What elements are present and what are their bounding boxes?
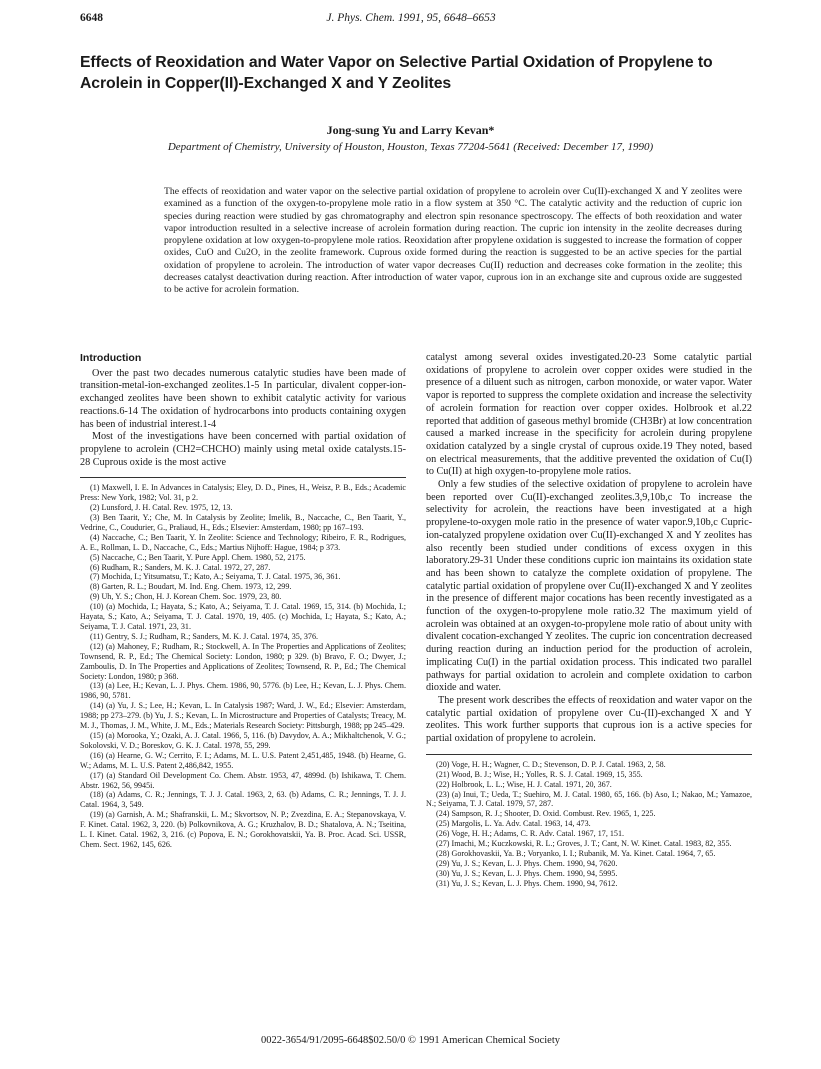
reference-entry: (12) (a) Mahoney, F.; Rudham, R.; Stockwell, A. In The Properties and Applications of Zeolites; Townsend, R. P., Ed.; The Chemical Society: London, 1980; p 329. (b) Bravo, F. O.; Dwyer, J.; Zamboulis, D. In The Properties and Applications of Zeolites; Townsend, R. P., Ed.; The Chemical Society: London, 1980; p 368.	[80, 641, 406, 681]
reference-entry: (21) Wood, B. J.; Wise, H.; Yolles, R. S. J. Catal. 1969, 15, 355.	[436, 769, 643, 779]
reference-list-right	[426, 760, 752, 889]
right-column	[426, 352, 752, 889]
copyright-footer: 0022-3654/91/2095-6648$02.50/0 © 1991 American Chemical Society	[260, 1035, 561, 1046]
intro-paragraph: Only a few studies of the selective oxidation of propylene to acrolein have been reported over Cu(II)-exchanged zeolites.3,9,10b,c To increase the selectivity for acrolein, the reactions have been investigated at a high propylene-to-oxygen mole ratio in the presence of water vapor.9,10b,c Cupric-ion-catalyzed propylene oxidation over Cu(II)-exchanged X and Y zeolites has also recently been studied under conditions of excess oxygen in this laboratory.29-31 Under these conditions cupric ion maintains its oxidation state and has been shown to catalyze the complete oxidation of propylene. The catalytic partial oxidation of propylene over Cu(II)-exchanged X and Y zeolites in the presence of different major cocations has been recently investigated as a function of the oxygen-to-propylene mole ratio.32 The maximum yield of acrolein was obtained at an oxygen-to-propylene mole ratio of about unity with divalent cocation-exchanged Y zeolites. The cupric ion concentration decreased during reaction during an induction period for the production of acrolein, implicating Cu(I) in the partial oxidation process. This indicated two parallel pathways for partial oxidation to acrolein and complete oxidation to carbon dioxide and water.	[426, 479, 752, 694]
article-title: Effects of Reoxidation and Water Vapor on Selective Partial Oxidation of Propylene to Acrolein in Copper(II)-Exchanged X and Y Zeolites	[80, 54, 713, 92]
affiliation: Department of Chemistry, University of Houston, Houston, Texas 77204-5641 (Received: December 17, 1990)	[167, 141, 654, 153]
reference-entry: (15) (a) Morooka, Y.; Ozaki, A. J. Catal. 1966, 5, 116. (b) Davydov, A. A.; Mikhaltchenok, V. G.; Sokolovski, V. D.; Boreskov, G. K. J. Catal. 1978, 55, 299.	[80, 730, 406, 750]
reference-entry: (9) Uh, Y. S.; Chon, H. J. Korean Chem. Soc. 1979, 23, 80.	[90, 592, 282, 602]
footnote-divider	[426, 754, 752, 755]
reference-entry: (8) Garten, R. L.; Boudart, M. Ind. Eng. Chem. 1973, 12, 299.	[90, 582, 292, 592]
reference-entry: (4) Naccache, C.; Ben Taarit, Y. In Zeolite: Science and Technology; Ribeiro, F. R., Rodrigues, A. E., Rollman, L. D., Naccache, C., Eds.; Martius Nijhoff: Hague, 1984; p 373.	[80, 532, 406, 552]
left-column	[80, 352, 406, 850]
reference-entry: (27) Imachi, M.; Kuczkowski, R. L.; Groves, J. T.; Cant, N. W. Kinet. Catal. 1983, 82, 355.	[436, 839, 732, 849]
reference-entry: (5) Naccache, C.; Ben Taarit, Y. Pure Appl. Chem. 1980, 52, 2175.	[90, 552, 306, 562]
reference-entry: (22) Holbrook, L. L.; Wise, H. J. Catal. 1971, 20, 367.	[436, 779, 612, 789]
intro-paragraph: The present work describes the effects of reoxidation and water vapor on the catalytic partial oxidation of propylene over Cu-(II)-exchanged X and Y zeolites. This work further supports that cuprous ion is a active species for partial oxidation of propylene to acrolein.	[426, 694, 752, 745]
reference-entry: (1) Maxwell, I. E. In Advances in Catalysis; Eley, D. D., Pines, H., Weisz, P. B., Eds.; Academic Press: New York, 1982; Vol. 31, p 2.	[80, 483, 406, 503]
author-list: Jong-sung Yu and Larry Kevan*	[326, 123, 495, 137]
reference-entry: (16) (a) Hearne, G. W.; Cerrito, F. I.; Adams, M. L. U.S. Patent 2,451,485, 1948. (b) Hearne, G. W.; Adams, M. L. U.S. Patent 2,486,842, 1955.	[80, 750, 406, 770]
reference-entry: (31) Yu, J. S.; Kevan, L. J. Phys. Chem. 1990, 94, 7612.	[436, 878, 618, 888]
intro-paragraph: Over the past two decades numerous catalytic studies have been made of transition-metal-ion-exchanged zeolites.1-5 In particular, divalent copper-ion-exchanged zeolites have been shown to exhibit catalytic activity for various reactions.6-14 The oxidation of hydrocarbons into products containing oxygen has been of industrial interest.1-4	[80, 367, 406, 430]
reference-entry: (7) Mochida, I.; Yitsumatsu, T.; Kato, A.; Seiyama, T. J. Catal. 1975, 36, 361.	[90, 572, 341, 582]
reference-list-left	[80, 483, 406, 850]
reference-entry: (13) (a) Lee, H.; Kevan, L. J. Phys. Chem. 1986, 90, 5776. (b) Lee, H.; Kevan, L. J. Phys. Chem. 1986, 90, 5781.	[80, 681, 406, 701]
intro-paragraph: Most of the investigations have been concerned with partial oxidation of propylene to acrolein (CH2=CHCHO) mainly using metal oxide catalysts.15-28 Cuprous oxide is the most active	[80, 431, 406, 468]
section-heading: Introduction	[80, 352, 142, 364]
reference-entry: (10) (a) Mochida, I.; Hayata, S.; Kato, A.; Seiyama, T. J. Catal. 1969, 15, 314. (b) Mochida, I.; Hayata, S.; Kato, A.; Seiyama, T. J. Catal. 1970, 19, 405. (c) Mochida, I.; Hayata, S.; Kato, A.; Seiyama, T. J. Catal. 1971, 23, 31.	[80, 602, 406, 632]
reference-entry: (14) (a) Yu, J. S.; Lee, H.; Kevan, L. In Catalysis 1987; Ward, J. W., Ed.; Elsevier: Amsterdam, 1988; pp 273–279. (b) Yu, J. S.; Kevan, L. In Microstructure and Properties of Catalysts; Treacy, M. M. J., Thomas, J. M., White, J. M., Eds.; Materials Research Society: Pittsburgh, 1988; pp 245–429.	[80, 701, 406, 731]
reference-entry: (11) Gentry, S. J.; Rudham, R.; Sanders, M. K. J. Catal. 1974, 35, 376.	[90, 631, 319, 641]
reference-entry: (18) (a) Adams, C. R.; Jennings, T. J. J. Catal. 1963, 2, 63. (b) Adams, C. R.; Jennings, T. J. J. Catal. 1964, 3, 549.	[80, 790, 406, 810]
reference-entry: (20) Voge, H. H.; Wagner, C. D.; Stevenson, D. P. J. Catal. 1963, 2, 58.	[436, 759, 666, 769]
reference-entry: (25) Margolis, L. Ya. Adv. Catal. 1963, 14, 473.	[436, 819, 591, 829]
reference-entry: (23) (a) Inui, T.; Ueda, T.; Suehiro, M. J. Catal. 1980, 65, 166. (b) Aso, I.; Nakao, M.; Yamazoe, N.; Seiyama, T. J. Catal. 1979, 57, 287.	[426, 789, 752, 809]
page-number: 6648	[80, 12, 103, 24]
footnote-divider	[80, 477, 406, 478]
reference-entry: (30) Yu, J. S.; Kevan, L. J. Phys. Chem. 1990, 94, 5995.	[436, 868, 618, 878]
reference-entry: (6) Rudham, R.; Sanders, M. K. J. Catal. 1972, 27, 287.	[90, 562, 271, 572]
abstract: The effects of reoxidation and water vapor on the selective partial oxidation of propylene to acrolein over Cu(II)-exchanged X and Y zeolites were examined as a function of the oxygen-to-propylene mole ratio in a flow system at 350 °C. The catalytic activity and the reduction of cupric ion species during reaction were studied by gas chromatography and electron spin resonance spectroscopy. The effects of both reoxidation and water vapor introduction resulted in a selective increase of acrolein formation during reaction. The cupric ion intensity in the zeolite decreases during propylene oxidation at low oxygen-to-propylene mole ratios. Reoxidation after propylene oxidation is suggested to increase the formation of copper oxides, CuO and Cu2O, in the zeolite framework. Cuprous oxide formed during the reaction is suggested to be an active species for the partial oxidation of propylene to acrolein. The introduction of water vapor decreases Cu(II) reduction and decreases coke formation in the zeolite; this decreases catalyst deactivation during reaction. After introduction of water vapor, cuprous ion in an exchange site and cuprous oxide are suggested to be active for acrolein formation.	[164, 186, 742, 296]
reference-entry: (28) Gorokhovaskii, Ya. B.; Voryanko, I. I.; Rubanik, M. Ya. Kinet. Catal. 1964, 7, 65.	[436, 848, 716, 858]
reference-entry: (3) Ben Taarit, Y.; Che, M. In Catalysis by Zeolite; Imelik, B., Naccache, C., Ben Taarit, Y., Vedrine, C., Coudurier, G., Praliaud, H., Eds.; Elsevier: Amsterdam, 1980; pp 167–193.	[80, 513, 406, 532]
reference-entry: (2) Lunsford, J. H. Catal. Rev. 1975, 12, 13.	[90, 503, 233, 513]
intro-paragraph: catalyst among several oxides investigated.20-23 Some catalytic partial oxidations of propylene to acrolein over copper oxides were studied in the presence of a diluent such as nitrogen, carbon monoxide, or water vapor. Water vapor is reported to suppress the complete oxidation and increase the selectivity of acrolein formation for reaction over copper oxides. Holbrook et al.22 reported that addition of gaseous methyl bromide (CH3Br) at low concentration caused a marked increase in the specificity for acrolein during propylene oxidation catalyzed by a single crystal of cuprous oxide.19 They noted, based on electrical measurements, that the additive prevented the oxidation of Cu(I) to Cu(II) at high oxygen-to-propylene mole ratios.	[426, 352, 752, 478]
reference-entry: (17) (a) Standard Oil Development Co. Chem. Abstr. 1953, 47, 4899d. (b) Ishikawa, T. Chem. Abstr. 1962, 56, 9945i.	[80, 770, 406, 790]
reference-entry: (19) (a) Garnish, A. M.; Shafranskii, L. M.; Skvortsov, N. P.; Zvezdina, E. A.; Stepanovskaya, V. F. Kinet. Catal. 1962, 3, 220. (b) Polkovnikova, A. G.; Kruzhalov, B. D.; Shatalova, A. N.; Tseitina, L. I. Kinet. Catal. 1962, 3, 216. (c) Popova, E. N.; Gorokhovatskii, Ya. B. Proc. Acad. Sci. USSR, Chem. Sect. 1962, 145, 626.	[80, 810, 406, 849]
reference-entry: (29) Yu, J. S.; Kevan, L. J. Phys. Chem. 1990, 94, 7620.	[436, 858, 618, 868]
reference-entry: (24) Sampson, R. J.; Shooter, D. Oxid. Combust. Rev. 1965, 1, 225.	[436, 809, 656, 819]
reference-entry: (26) Voge, H. H.; Adams, C. R. Adv. Catal. 1967, 17, 151.	[436, 829, 625, 839]
journal-citation: J. Phys. Chem. 1991, 95, 6648–6653	[326, 12, 496, 24]
